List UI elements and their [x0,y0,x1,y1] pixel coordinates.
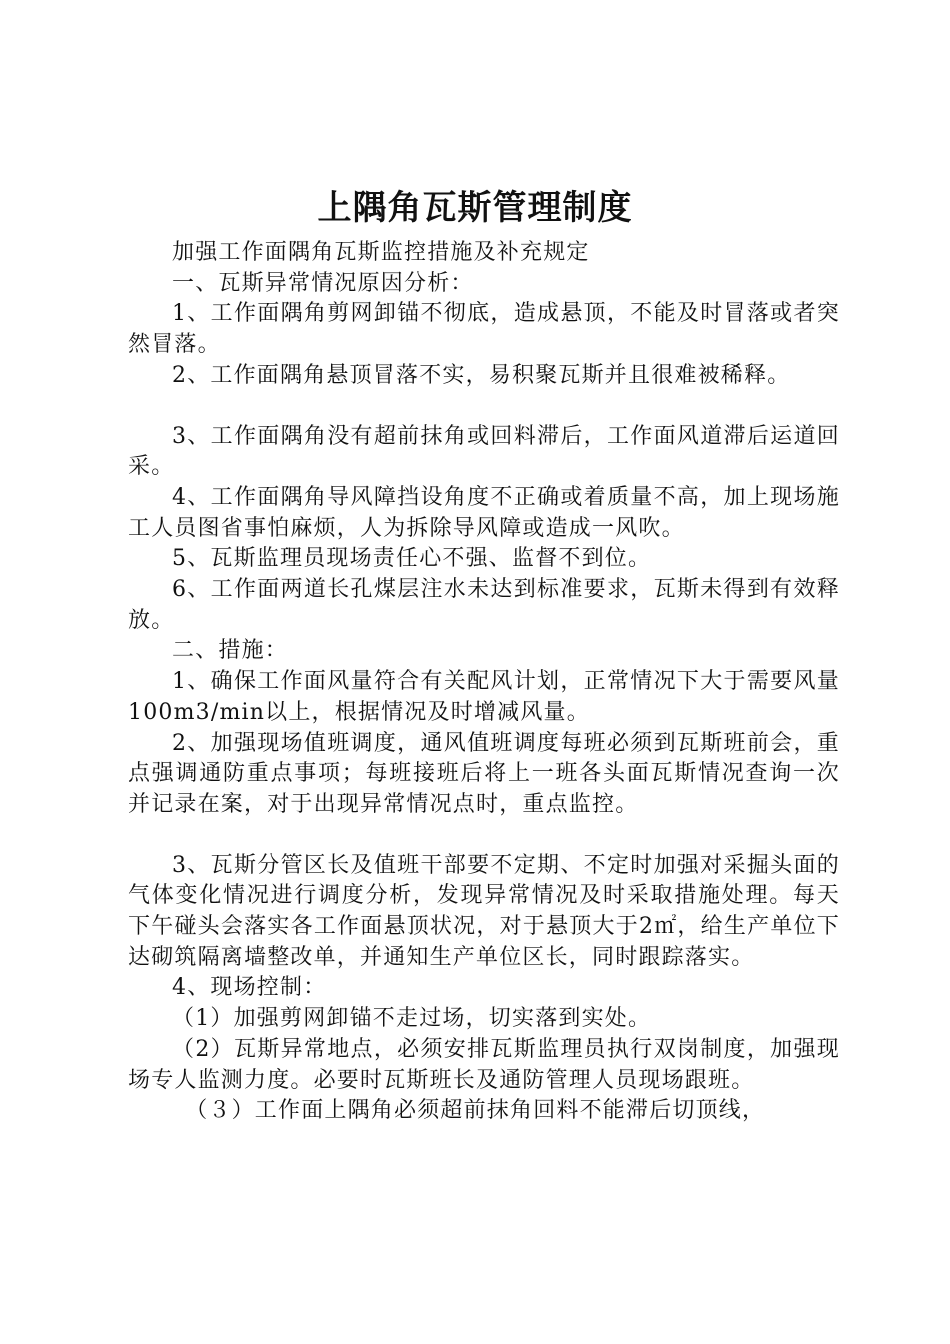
control-item-1: （1）加强剪网卸锚不走过场，切实落到实处。 [172,1006,652,1032]
measure-item-1: 1、确保工作面风量符合有关配风计划，正常情况下大于需要风量100m3/min以上，根据情况及时增减风量。 [128,669,840,725]
control-item-2: （2）瓦斯异常地点，必须安排瓦斯监理员执行双岗制度，加强现场专人监测力度。必要时瓦斯班长及通防管理人员现场跟班。 [128,1036,840,1093]
cause-item-6: 6、工作面两道长孔煤层注水未达到标准要求，瓦斯未得到有效释放。 [128,577,840,633]
subtitle-paragraph: 加强工作面隅角瓦斯监控措施及补充规定 [172,240,590,265]
document-body [128,238,840,1127]
cause-item-3: 3、工作面隅角没有超前抹角或回料滞后，工作面风道滞后运道回采。 [128,423,840,480]
measure-item-2: 2、加强现场值班调度，通风值班调度每班必须到瓦斯班前会，重点强调通防重点事项；每班接班后将上一班各头面瓦斯情况查询一次并记录在案，对于出现异常情况点时，重点监控。 [128,730,840,817]
document-title: 上隅角瓦斯管理制度 [317,188,633,228]
control-item-3: （３）工作面上隅角必须超前抹角回料不能滞后切顶线， [185,1098,766,1124]
cause-item-4: 4、工作面隅角导风障挡设角度不正确或着质量不高，加上现场施工人员图省事怕麻烦，人为拆除导风障或造成一风吹。 [128,484,840,541]
cause-item-1: 1、工作面隅角剪网卸锚不彻底，造成悬顶，不能及时冒落或者突然冒落。 [128,301,840,358]
cause-item-5: 5、瓦斯监理员现场责任心不强、监督不到位。 [172,546,652,572]
cause-item-2: 2、工作面隅角悬顶冒落不实，易积聚瓦斯并且很难被稀释。 [172,362,791,388]
section-heading-causes: 一、瓦斯异常情况原因分析： [172,270,474,296]
measure-item-4: 4、现场控制： [172,975,327,1001]
section-heading-measures: 二、措施： [172,638,289,664]
measure-item-3: 3、瓦斯分管区长及值班干部要不定期、不定时加强对采掘头面的气体变化情况进行调度分析，发现异常情况及时采取措施处理。每天下午碰头会落实各工作面悬顶状况，对于悬顶大于2㎡，给生产单位下达砌筑隔离墙整改单，并通知生产单位区长，同时跟踪落实。 [128,852,840,970]
